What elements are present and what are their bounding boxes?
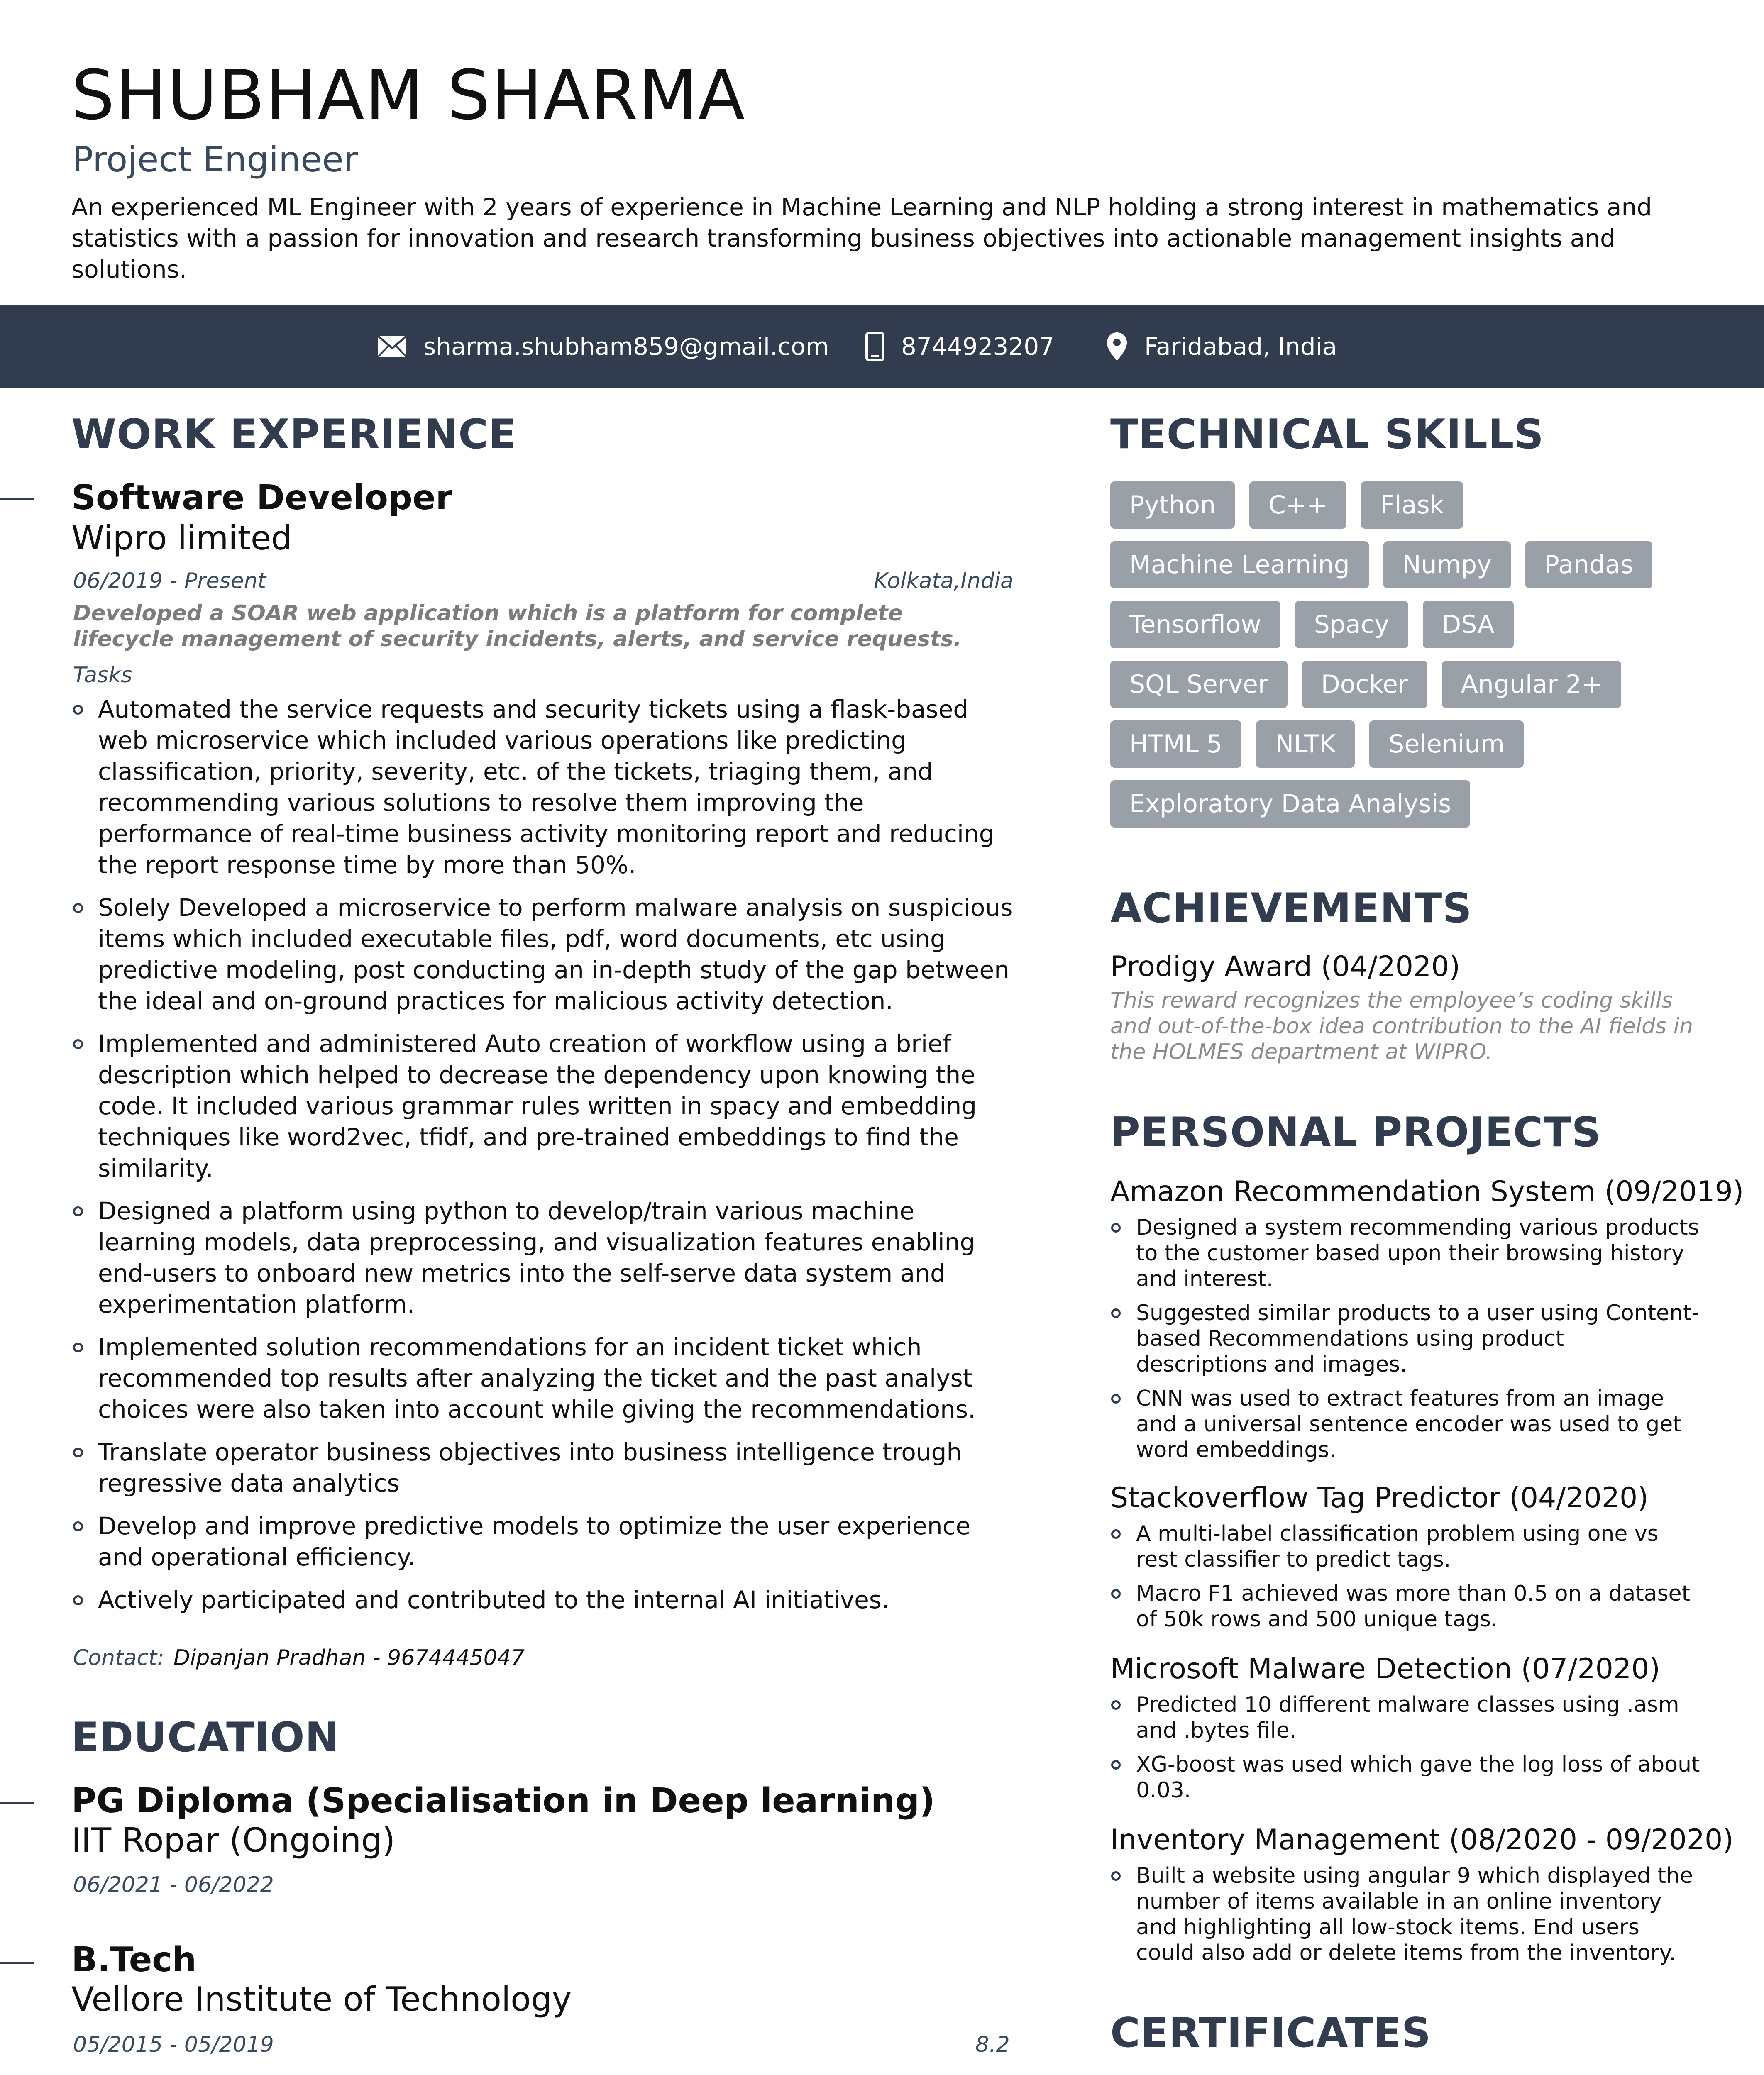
achievement-description: This reward recognizes the employee’s coding skills and out-of-the-box idea contribution to the AI fields in the HOLMES department at WIPRO. xyxy=(1110,988,1693,1064)
project-title: Stackoverflow Tag Predictor (04/2020) xyxy=(1110,1482,1649,1514)
work-experience-heading: WORK EXPERIENCE xyxy=(71,411,517,458)
list-item: Designed a platform using python to develop/train various machine learning models, data preprocessing, and visualization features enabling end-users to onboard new metrics into the self-serve data system and experimentation platform. xyxy=(73,1196,1015,1320)
list-item: Macro F1 achieved was more than 0.5 on a dataset of 50k rows and 500 unique tags. xyxy=(1111,1581,1700,1632)
list-item: Suggested similar products to a user using Content-based Recommendations using product descriptions and images. xyxy=(1111,1300,1700,1377)
skill-tag: C++ xyxy=(1249,481,1346,529)
education-heading: EDUCATION xyxy=(71,1714,340,1761)
phone-icon xyxy=(865,332,884,361)
project-bullet-list xyxy=(1111,1521,1700,1640)
education-dates: 06/2021 - 06/2022 xyxy=(73,1872,274,1897)
job-location: Kolkata,India xyxy=(874,569,1014,593)
job-description: Developed a SOAR web application which is a platform for complete lifecycle management of security incidents, alerts, and service requests. xyxy=(73,601,962,652)
education-dates: 05/2015 - 05/2019 xyxy=(73,2032,274,2057)
skill-tag: Exploratory Data Analysis xyxy=(1110,780,1470,828)
contact-location xyxy=(1106,305,1337,388)
technical-skills-heading: TECHNICAL SKILLS xyxy=(1110,411,1544,458)
job-task-list xyxy=(73,694,1015,1627)
skill-tag: Docker xyxy=(1302,661,1427,708)
email-text: sharma.shubham859@gmail.com xyxy=(423,332,829,361)
list-item: Implemented solution recommendations for an incident ticket which recommended top results after analyzing the ticket and the past analyst choices were also taken into account while giving the recommendations. xyxy=(73,1332,1015,1425)
job-position: Software Developer xyxy=(71,478,452,518)
skill-tag: NLTK xyxy=(1256,720,1355,768)
skill-tag: HTML 5 xyxy=(1110,720,1241,768)
achievements-heading: ACHIEVEMENTS xyxy=(1110,885,1472,932)
skill-tag: Machine Learning xyxy=(1110,541,1369,588)
job-marker xyxy=(0,498,34,500)
list-item: Actively participated and contributed to the internal AI initiatives. xyxy=(73,1584,1015,1616)
location-text: Faridabad, India xyxy=(1144,332,1337,361)
job-dates: 06/2019 - Present xyxy=(73,569,266,593)
degree-title: B.Tech xyxy=(71,1940,197,1980)
profile-summary: An experienced ML Engineer with 2 years of experience in Machine Learning and NLP holding a strong interest in mathematics and statistics with a passion for innovation and research transforming business objectives into actionable management insights and solutions. xyxy=(71,193,1652,283)
list-item: Solely Developed a microservice to perform malware analysis on suspicious items which included executable files, pdf, word documents, etc using predictive modeling, post conducting an in-depth study of the gap between the ideal and on-ground practices for malicious activity detection. xyxy=(73,892,1015,1017)
contact-label: Contact: xyxy=(73,1645,164,1670)
contact-bar xyxy=(0,305,1764,388)
list-item: Designed a system recommending various products to the customer based upon their browsing history and interest. xyxy=(1111,1215,1700,1292)
list-item: Develop and improve predictive models to optimize the user experience and operational efficiency. xyxy=(73,1511,1015,1573)
contact-value: Dipanjan Pradhan - 9674445047 xyxy=(173,1645,525,1670)
envelope-icon xyxy=(378,336,407,357)
list-item: XG-boost was used which gave the log loss of about 0.03. xyxy=(1111,1752,1700,1803)
degree-title: PG Diploma (Specialisation in Deep learning) xyxy=(71,1781,935,1821)
skill-tag-list xyxy=(1110,481,1691,828)
project-bullet-list xyxy=(1111,1215,1700,1471)
project-title: Inventory Management (08/2020 - 09/2020) xyxy=(1110,1824,1734,1856)
project-title: Amazon Recommendation System (09/2019) xyxy=(1110,1175,1744,1208)
list-item: Translate operator business objectives into business intelligence trough regressive data analytics xyxy=(73,1437,1015,1499)
skill-tag: SQL Server xyxy=(1110,661,1288,708)
skill-tag: Angular 2+ xyxy=(1442,661,1622,708)
education-marker xyxy=(0,1962,34,1964)
skill-tag: DSA xyxy=(1423,601,1513,648)
project-title: Microsoft Malware Detection (07/2020) xyxy=(1110,1653,1661,1685)
skill-tag: Spacy xyxy=(1295,601,1408,648)
project-bullet-list xyxy=(1111,1692,1700,1811)
contact-email[interactable] xyxy=(378,305,829,388)
education-grade: 8.2 xyxy=(975,2032,1010,2057)
project-bullet-list xyxy=(1111,1863,1700,1974)
personal-projects-heading: PERSONAL PROJECTS xyxy=(1110,1109,1601,1156)
skill-tag: Python xyxy=(1110,481,1235,529)
list-item: Predicted 10 different malware classes using .asm and .bytes file. xyxy=(1111,1692,1700,1743)
school-name: IIT Ropar (Ongoing) xyxy=(71,1821,396,1860)
job-company: Wipro limited xyxy=(71,519,292,557)
education-marker xyxy=(0,1802,34,1804)
reference-contact xyxy=(73,1645,525,1670)
school-name: Vellore Institute of Technology xyxy=(71,1980,572,2019)
list-item: Built a website using angular 9 which displayed the number of items available in an online inventory and highlighting all low-stock items. End users could also add or delete items from the inventory. xyxy=(1111,1863,1700,1966)
skill-tag: Tensorflow xyxy=(1110,601,1280,648)
list-item: Automated the service requests and security tickets using a flask-based web microservice which included various operations like predicting classification, priority, severity, etc. of the tickets, triaging them, and recommending various solutions to resolve them improving the performance of real-time business activity monitoring report and reducing the report response time by more than 50%. xyxy=(73,694,1015,881)
achievement-title: Prodigy Award (04/2020) xyxy=(1110,950,1461,983)
skill-tag: Pandas xyxy=(1525,541,1652,588)
job-title-header: Project Engineer xyxy=(72,139,358,180)
skill-tag: Selenium xyxy=(1369,720,1524,768)
contact-phone[interactable] xyxy=(865,305,1054,388)
certificates-heading: CERTIFICATES xyxy=(1110,2009,1432,2057)
candidate-name: SHUBHAM SHARMA xyxy=(71,56,746,135)
list-item: Implemented and administered Auto creation of workflow using a brief description which helped to decrease the dependency upon knowing the code. It included various grammar rules written in spacy and embedding techniques like word2vec, tfidf, and pre-trained embeddings to find the similarity. xyxy=(73,1028,1015,1184)
tasks-label: Tasks xyxy=(73,663,132,688)
location-pin-icon xyxy=(1106,332,1128,361)
list-item: CNN was used to extract features from an image and a universal sentence encoder was used to get word embeddings. xyxy=(1111,1386,1700,1463)
list-item: A multi-label classification problem using one vs rest classifier to predict tags. xyxy=(1111,1521,1700,1572)
phone-text: 8744923207 xyxy=(901,332,1055,361)
skill-tag: Flask xyxy=(1361,481,1463,529)
skill-tag: Numpy xyxy=(1383,541,1511,588)
